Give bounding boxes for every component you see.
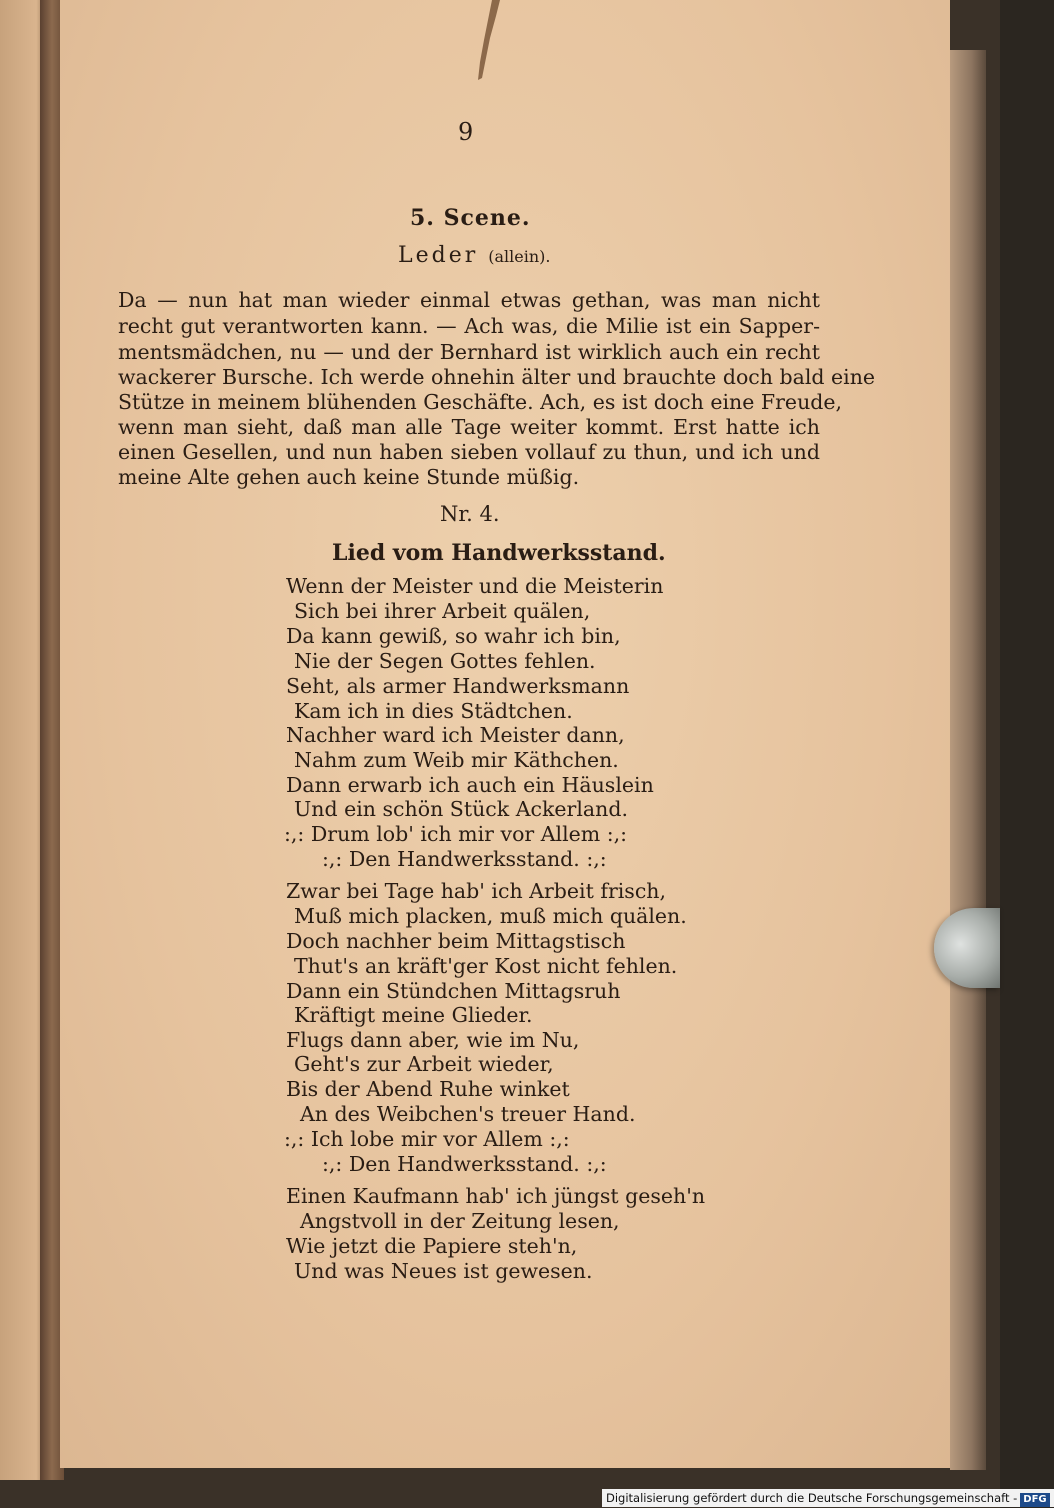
verse-line: Und ein schön Stück Ackerland. (294, 797, 628, 821)
scene-title: 5. Scene. (410, 205, 531, 231)
prose-line: Stütze in meinem blühenden Geschäfte. Ach, es ist doch eine Freude, (118, 390, 843, 414)
verse-line: Zwar bei Tage hab' ich Arbeit frisch, (286, 879, 667, 903)
verse-line: Da kann gewiß, so wahr ich bin, (286, 624, 621, 648)
verse-line: Wenn der Meister und die Meisterin (286, 574, 664, 598)
verse-line: Einen Kaufmann hab' ich jüngst geseh'n (286, 1184, 706, 1208)
verse-line: Wie jetzt die Papiere steh'n, (286, 1234, 578, 1258)
verse-line: Flugs dann aber, wie im Nu, (286, 1028, 580, 1052)
paper-tear-mark (470, 0, 510, 110)
verse-line: Nachher ward ich Meister dann, (286, 723, 625, 747)
verse-line: Dann ein Stündchen Mittagsruh (286, 979, 621, 1003)
prose-line: mentsmädchen, nu — und der Bernhard ist wirklich auch ein recht (118, 340, 820, 364)
verse-line: Und was Neues ist gewesen. (294, 1259, 593, 1283)
refrain-line: :,: Den Handwerksstand. :,: (322, 847, 607, 871)
refrain-line: :,: Den Handwerksstand. :,: (322, 1152, 607, 1176)
verse-line: Geht's zur Arbeit wieder, (294, 1052, 554, 1076)
verse-line: Angstvoll in der Zeitung lesen, (300, 1209, 620, 1233)
verse-line: Kräftigt meine Glieder. (294, 1003, 533, 1027)
verse-line: Nie der Segen Gottes fehlen. (294, 649, 596, 673)
stage-direction: (allein). (488, 247, 551, 266)
prose-line: recht gut verantworten kann. — Ach was, die Milie ist ein Sapper- (118, 314, 820, 338)
digitization-credit (602, 1489, 1054, 1507)
prose-line: Da — nun hat man wieder einmal etwas gethan, was man nicht (118, 288, 820, 312)
verse-line: Nahm zum Weib mir Käthchen. (294, 748, 619, 772)
speaker-line (398, 243, 550, 268)
verse-line: An des Weibchen's treuer Hand. (300, 1102, 636, 1126)
refrain-line: :,: Drum lob' ich mir vor Allem :,: (284, 822, 628, 846)
prose-line: einen Gesellen, und nun haben sieben vollauf zu thun, und ich und (118, 440, 820, 464)
verse-line: Sich bei ihrer Arbeit quälen, (294, 599, 591, 623)
song-number: Nr. 4. (440, 502, 500, 526)
verse-line: Dann erwarb ich auch ein Häuslein (286, 773, 654, 797)
song-title: Lied vom Handwerksstand. (332, 540, 666, 566)
prose-line: wackerer Bursche. Ich werde ohnehin älter und brauchte doch bald eine (118, 365, 876, 389)
prose-line: meine Alte gehen auch keine Stunde müßig. (118, 465, 580, 489)
verse-line: Seht, als armer Handwerksmann (286, 674, 630, 698)
page-number: 9 (458, 118, 474, 146)
verse-line: Thut's an kräft'ger Kost nicht fehlen. (294, 954, 678, 978)
verse-line: Kam ich in dies Städtchen. (294, 699, 573, 723)
verse-line: Bis der Abend Ruhe winket (286, 1077, 570, 1101)
verse-line: Doch nachher beim Mittagstisch (286, 929, 626, 953)
page-stack-edge (950, 50, 986, 1470)
credit-text: Digitalisierung gefördert durch die Deutsche Forschungsgemeinschaft - (606, 1491, 1018, 1505)
verse-line: Muß mich placken, muß mich quälen. (294, 904, 687, 928)
prose-line: wenn man sieht, daß man alle Tage weiter kommt. Erst hatte ich (118, 415, 820, 439)
refrain-line: :,: Ich lobe mir vor Allem :,: (284, 1127, 570, 1151)
speaker-name: Leder (398, 243, 479, 268)
dfg-logo: DFG (1020, 1493, 1049, 1507)
